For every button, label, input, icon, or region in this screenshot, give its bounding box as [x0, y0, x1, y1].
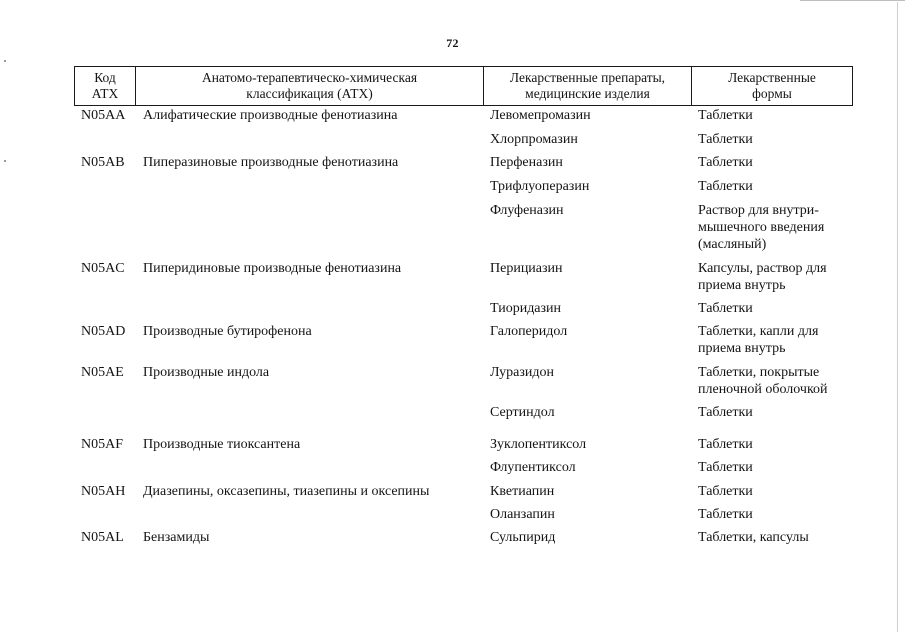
- atc-classification: Бензамиды: [143, 530, 210, 545]
- dosage-form: Таблетки, покрытые пленочной оболочкой: [698, 365, 828, 397]
- dosage-form: Таблетки: [698, 179, 753, 194]
- dosage-form: Таблетки: [698, 405, 753, 420]
- atc-code: N05AB: [81, 155, 125, 170]
- drug-name: Флупентиксол: [490, 460, 576, 475]
- drug-name: Сертиндол: [490, 405, 555, 420]
- dosage-form: Таблетки: [698, 132, 753, 147]
- drug-name: Флуфеназин: [490, 203, 564, 218]
- dosage-form: Таблетки, капсулы: [698, 530, 809, 545]
- drug-name: Сульпирид: [490, 530, 556, 545]
- drug-name: Зуклопентиксол: [490, 437, 587, 452]
- atc-classification: Диазепины, оксазепины, тиазепины и оксепины: [143, 484, 430, 499]
- header-classification: Анатомо-терапевтическо-химическая классификация (АТХ): [135, 67, 483, 105]
- atc-code: N05AH: [81, 484, 126, 499]
- page-number: 72: [446, 36, 459, 50]
- atc-classification: Производные индола: [143, 365, 270, 380]
- dosage-form: Таблетки: [698, 484, 753, 499]
- dosage-form: Раствор для внутри- мышечного введения (масляный): [698, 203, 825, 252]
- dosage-form: Таблетки: [698, 108, 753, 123]
- header-forms: Лекарственные формы: [691, 67, 852, 105]
- atc-code: N05AE: [81, 365, 124, 380]
- drug-name: Перфеназин: [490, 155, 563, 170]
- drug-name: Левомепромазин: [490, 108, 591, 123]
- drug-name: Перициазин: [490, 261, 563, 276]
- atc-code: N05AC: [81, 261, 125, 276]
- dosage-form: Капсулы, раствор для приема внутрь: [698, 261, 827, 293]
- atc-classification: Пиперазиновые производные фенотиазина: [143, 155, 399, 170]
- drug-name: Кветиапин: [490, 484, 555, 499]
- dosage-form: Таблетки, капли для приема внутрь: [698, 324, 819, 356]
- drug-name: Луразидон: [490, 365, 554, 380]
- drug-name: Оланзапин: [490, 507, 555, 522]
- atc-code: N05AF: [81, 437, 124, 452]
- atc-code: N05AL: [81, 530, 124, 545]
- dosage-form: Таблетки: [698, 155, 753, 170]
- atc-classification: Пиперидиновые производные фенотиазина: [143, 261, 402, 276]
- header-code: Код АТХ: [91, 70, 119, 101]
- drug-name: Галоперидол: [490, 324, 568, 339]
- drug-name: Хлорпромазин: [490, 132, 578, 147]
- atc-code: N05AA: [81, 108, 126, 123]
- dosage-form: Таблетки: [698, 507, 753, 522]
- atc-classification: Алифатические производные фенотиазина: [143, 108, 398, 123]
- dosage-form: Таблетки: [698, 437, 753, 452]
- dosage-form: Таблетки: [698, 460, 753, 475]
- atc-classification: Производные тиоксантена: [143, 437, 301, 452]
- atc-classification: Производные бутирофенона: [143, 324, 312, 339]
- drug-name: Тиоридазин: [490, 301, 562, 316]
- atc-code: N05AD: [81, 324, 126, 339]
- header-drugs: Лекарственные препараты, медицинские изделия: [483, 67, 691, 105]
- drug-name: Трифлуоперазин: [490, 179, 590, 194]
- dosage-form: Таблетки: [698, 301, 753, 316]
